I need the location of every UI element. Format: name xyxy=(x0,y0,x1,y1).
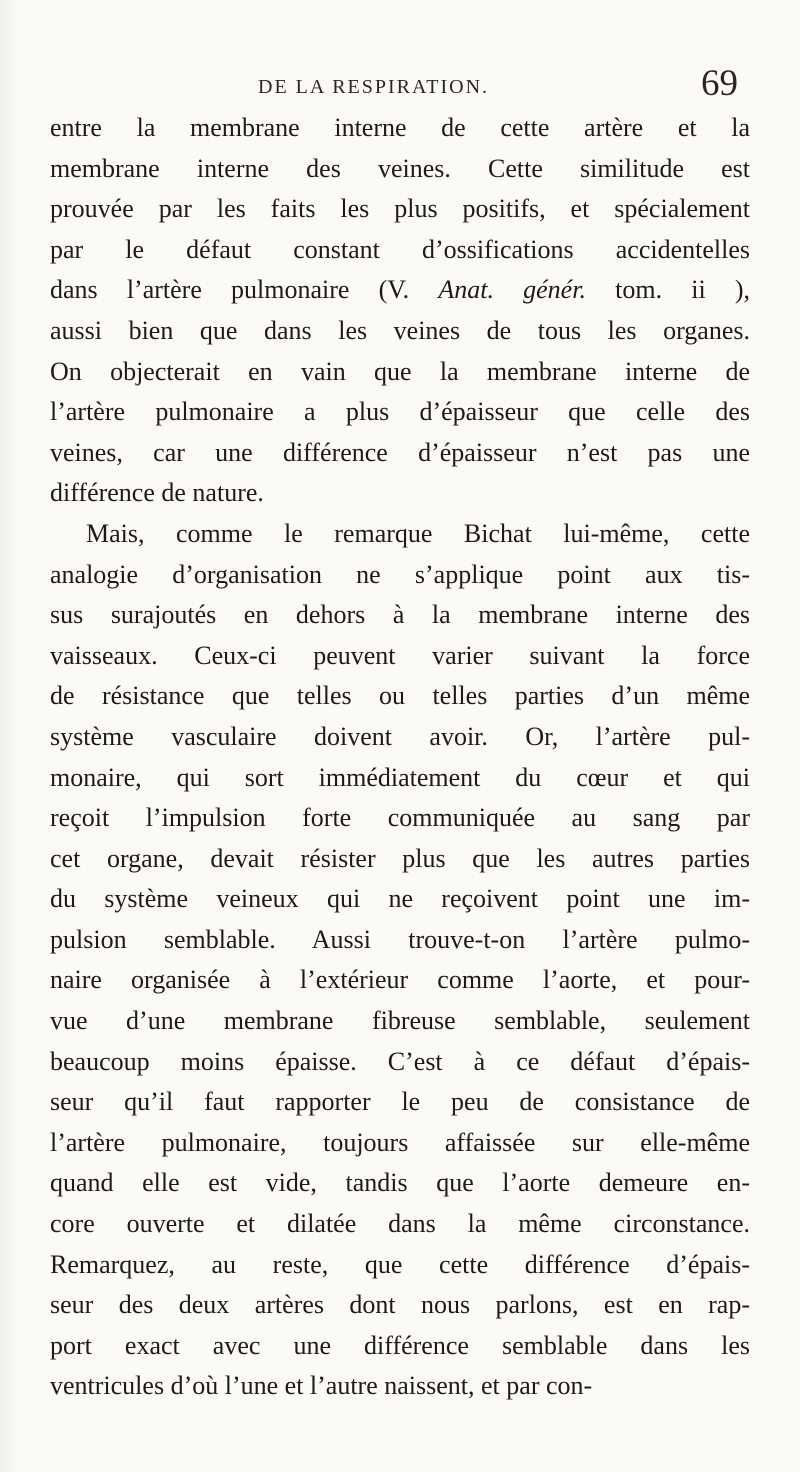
text-segment: pulsion semblable. Aussi trouve-t-on l’artère pulmo- xyxy=(50,924,750,954)
text-segment: cet organe, devait résister plus que les autres parties xyxy=(50,843,750,873)
text-segment: reçoit l’impulsion forte communiquée au sang par xyxy=(50,803,750,833)
text-line xyxy=(50,1366,750,1407)
text-line xyxy=(50,555,750,596)
text-segment: Mais, comme le remarque Bichat lui-même, cette xyxy=(86,518,750,548)
text-segment: dans l’artère pulmonaire (V. xyxy=(50,275,439,305)
text-line xyxy=(50,352,750,393)
text-line xyxy=(50,676,750,717)
text-segment: On objecterait en vain que la membrane interne de xyxy=(50,356,750,386)
text-segment: prouvée par les faits les plus positifs, et spécialement xyxy=(50,194,750,224)
text-line xyxy=(50,798,750,839)
text-line xyxy=(50,758,750,799)
text-line xyxy=(50,392,750,433)
text-line xyxy=(50,473,750,514)
text-line xyxy=(50,839,750,880)
text-line xyxy=(50,230,750,271)
text-line xyxy=(50,311,750,352)
text-line xyxy=(50,433,750,474)
text-segment: vaisseaux. Ceux-ci peuvent varier suivant la force xyxy=(50,640,750,670)
page-number: 69 xyxy=(701,63,738,104)
text-line xyxy=(50,1204,750,1245)
body-text xyxy=(50,108,750,1407)
text-line xyxy=(50,1326,750,1367)
text-segment: vue d’une membrane fibreuse semblable, seulement xyxy=(50,1006,750,1036)
text-segment: système vasculaire doivent avoir. Or, l’artère pul- xyxy=(50,721,750,751)
text-line xyxy=(50,717,750,758)
text-segment: entre la membrane interne de cette artère et la xyxy=(50,113,750,142)
text-segment: aussi bien que dans les veines de tous les organes. xyxy=(50,315,750,345)
text-line xyxy=(50,1285,750,1326)
page-gutter-shadow xyxy=(0,0,18,1472)
text-segment: sus surajoutés en dehors à la membrane interne des xyxy=(50,600,750,630)
text-segment: différence de nature. xyxy=(50,478,264,508)
text-segment: seur qu’il faut rapporter le peu de consistance de xyxy=(50,1087,750,1117)
text-segment: l’artère pulmonaire a plus d’épaisseur que celle des xyxy=(50,397,750,427)
text-segment: l’artère pulmonaire, toujours affaissée sur elle-même xyxy=(50,1127,750,1157)
text-segment: ventricules d’où l’une et l’autre naissent, et par con- xyxy=(50,1371,593,1401)
text-line xyxy=(50,1245,750,1286)
page-header xyxy=(258,62,738,112)
text-segment: analogie d’organisation ne s’applique point aux tis- xyxy=(50,559,750,589)
text-line xyxy=(50,960,750,1001)
text-segment: tom. ii ), xyxy=(585,275,750,305)
text-segment: Remarquez, au reste, que cette différence d’épais- xyxy=(50,1249,750,1279)
running-head: DE LA RESPIRATION. xyxy=(258,76,490,98)
text-line xyxy=(50,1042,750,1083)
text-line xyxy=(50,149,750,190)
italic-reference: Anat. génér. xyxy=(438,275,586,305)
text-segment: par le défaut constant d’ossifications accidentelles xyxy=(50,234,750,264)
text-line xyxy=(50,270,750,311)
text-segment: de résistance que telles ou telles parties d’un même xyxy=(50,681,750,711)
text-segment: naire organisée à l’extérieur comme l’aorte, et pour- xyxy=(50,965,750,995)
text-line xyxy=(50,879,750,920)
text-segment: seur des deux artères dont nous parlons, est en rap- xyxy=(50,1290,750,1320)
text-line xyxy=(50,108,750,149)
text-segment: port exact avec une différence semblable dans les xyxy=(50,1330,750,1360)
text-segment: du système veineux qui ne reçoivent point une im- xyxy=(50,884,750,914)
text-line xyxy=(50,1082,750,1123)
text-segment: quand elle est vide, tandis que l’aorte demeure en- xyxy=(50,1168,750,1198)
text-line xyxy=(50,1001,750,1042)
text-line xyxy=(50,595,750,636)
text-line xyxy=(50,1123,750,1164)
text-line xyxy=(50,514,750,555)
text-line xyxy=(50,189,750,230)
text-segment: membrane interne des veines. Cette similitude est xyxy=(50,153,750,183)
text-segment: beaucoup moins épaisse. C’est à ce défaut d’épais- xyxy=(50,1046,750,1076)
text-segment: monaire, qui sort immédiatement du cœur et qui xyxy=(50,762,750,792)
text-line xyxy=(50,1163,750,1204)
text-line xyxy=(50,636,750,677)
text-segment: veines, car une différence d’épaisseur n’est pas une xyxy=(50,437,750,467)
text-segment: core ouverte et dilatée dans la même circonstance. xyxy=(50,1209,750,1239)
text-line xyxy=(50,920,750,961)
